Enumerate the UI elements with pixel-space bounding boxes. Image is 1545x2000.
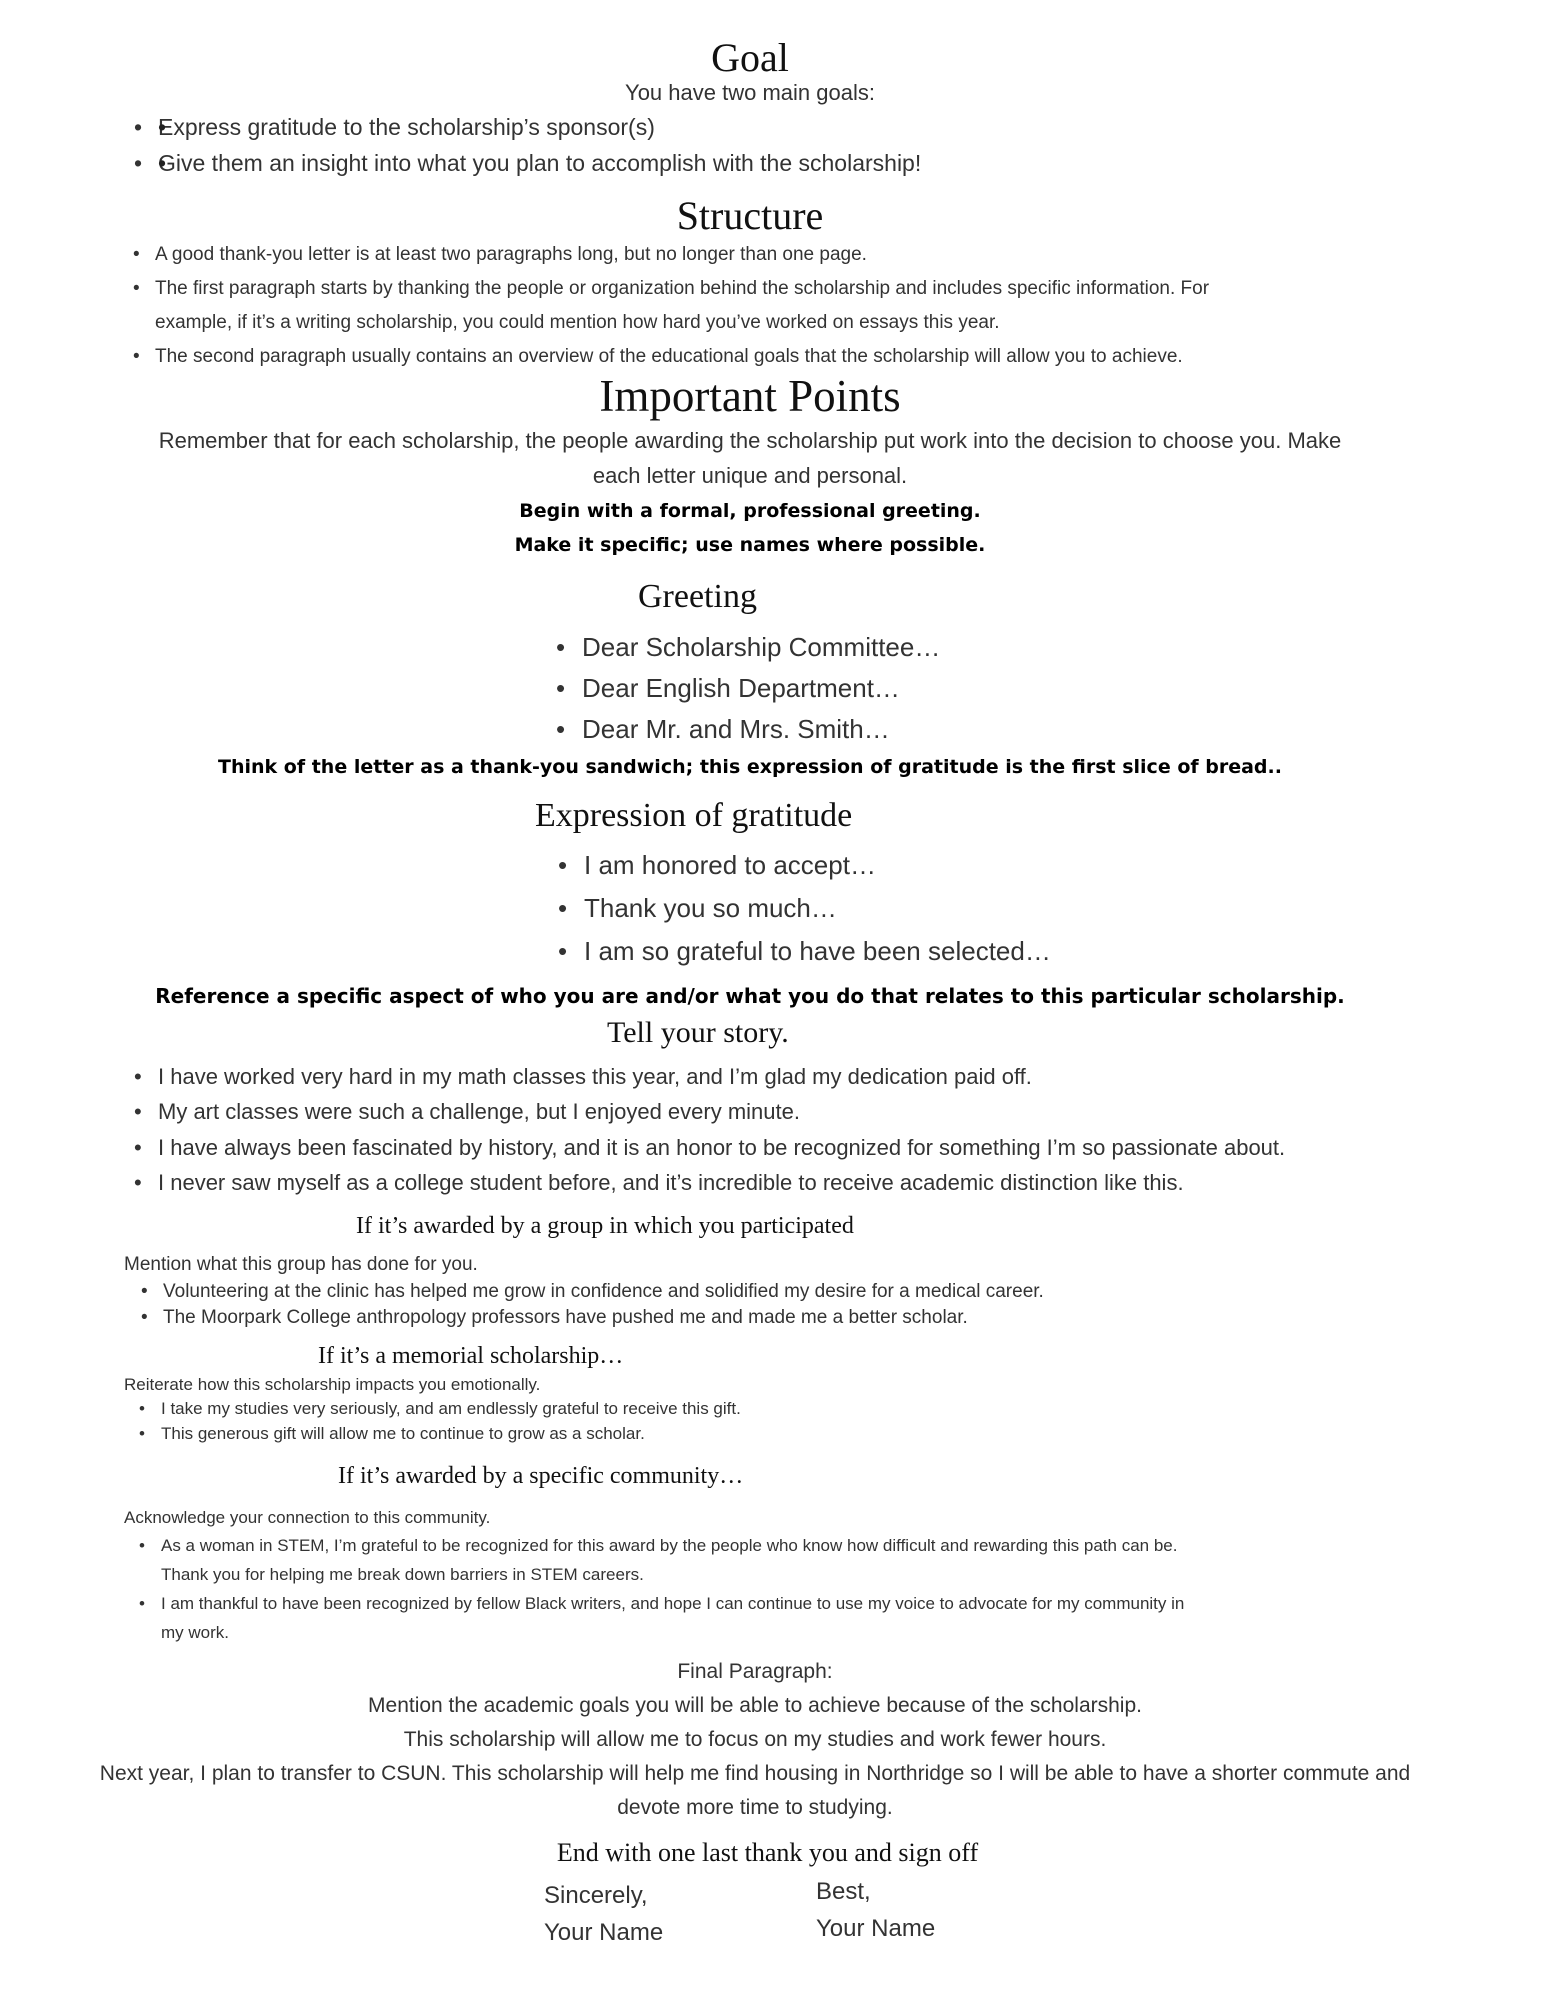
bullet-icon: • <box>139 1594 145 1613</box>
story-item: • I never saw myself as a college student before, and it’s incredible to receive academic distinction like this. <box>134 1170 1184 1195</box>
goal-intro: You have two main goals: <box>625 80 875 105</box>
final-line-4: devote more time to studying. <box>617 1796 893 1819</box>
greeting-title: Greeting <box>638 578 757 615</box>
structure-item-3: • The second paragraph usually contains an overview of the educational goals that the scholarship will allow you to achieve. <box>133 346 1183 367</box>
community-intro: Acknowledge your connection to this community. <box>124 1508 491 1527</box>
signoff-right-name: Your Name <box>816 1915 936 1942</box>
group-intro: Mention what this group has done for you. <box>124 1254 478 1275</box>
signoff-left-name: Your Name <box>544 1919 664 1946</box>
bullet-icon: • <box>558 893 568 923</box>
greeting-note: Think of the letter as a thank-you sandwich; this expression of gratitude is the first slice of bread.. <box>218 756 1282 778</box>
structure-item-2: • The first paragraph starts by thanking the people or organization behind the scholarship and includes specific information. For <box>133 278 1210 299</box>
story-title: Tell your story. <box>607 1016 789 1049</box>
bullet-icon: • <box>134 1099 142 1124</box>
bullet-icon: • <box>139 1399 145 1418</box>
bullet-icon: • <box>134 1064 142 1089</box>
signoff-left-closing: Sincerely, <box>544 1882 648 1909</box>
memorial-item: • This generous gift will allow me to continue to grow as a scholar. <box>139 1424 645 1443</box>
memorial-intro: Reiterate how this scholarship impacts you emotionally. <box>124 1375 541 1394</box>
story-item: • I have always been fascinated by history, and it is an honor to be recognized for something I’m so passionate about. <box>134 1135 1286 1160</box>
bullet-icon: • <box>141 1307 148 1328</box>
community-title: If it’s awarded by a specific community… <box>338 1463 744 1489</box>
bullet-icon: • <box>133 346 140 367</box>
memorial-item: • I take my studies very seriously, and am endlessly grateful to receive this gift. <box>139 1399 741 1418</box>
story-item: • I have worked very hard in my math classes this year, and I’m glad my dedication paid off. <box>134 1064 1032 1089</box>
bullet-icon: • <box>133 278 140 299</box>
structure-title: Structure <box>676 193 824 238</box>
community-item-2: • I am thankful to have been recognized by fellow Black writers, and hope I can continue to use my voice to advocate for my community in <box>139 1594 1185 1613</box>
greeting-item: • Dear English Department… <box>556 673 900 703</box>
important-bold-1: Begin with a formal, professional greeting. <box>519 500 981 522</box>
signoff-right-closing: Best, <box>816 1878 871 1905</box>
bullet-icon: • <box>133 244 140 265</box>
gratitude-item: • I am honored to accept… <box>558 850 876 880</box>
gratitude-item: • Thank you so much… <box>558 893 837 923</box>
greeting-item: • Dear Scholarship Committee… <box>556 632 941 662</box>
group-item: • The Moorpark College anthropology professors have pushed me and made me a better scholar. <box>141 1307 968 1328</box>
community-item-1-cont: Thank you for helping me break down barriers in STEM careers. <box>161 1565 644 1584</box>
community-item-1: • As a woman in STEM, I’m grateful to be recognized for this award by the people who know how difficult and rewarding this path can be. <box>139 1536 1178 1555</box>
final-line-2: This scholarship will allow me to focus on my studies and work fewer hours. <box>403 1728 1107 1751</box>
bullet-icon: • <box>139 1536 145 1555</box>
important-text-line2: each letter unique and personal. <box>592 463 908 488</box>
memorial-title: If it’s a memorial scholarship… <box>318 1343 624 1369</box>
gratitude-item: • I am so grateful to have been selected… <box>558 936 1051 966</box>
final-line-1: Mention the academic goals you will be able to achieve because of the scholarship. <box>368 1694 1142 1717</box>
signoff-title: End with one last thank you and sign off <box>556 1838 979 1867</box>
important-bold-2: Make it specific; use names where possible. <box>514 534 986 556</box>
final-line-3: Next year, I plan to transfer to CSUN. This scholarship will help me find housing in Northridge so I will be able to have a shorter commute and <box>99 1762 1411 1785</box>
important-title: Important Points <box>599 371 901 421</box>
bullet-icon: • <box>558 850 568 880</box>
bullet-icon: • <box>556 673 566 703</box>
group-title: If it’s awarded by a group in which you participated <box>356 1213 854 1239</box>
bullet-icon: • <box>134 1170 142 1195</box>
list-item: • • Give them an insight into what you plan to accomplish with the scholarship! <box>158 150 921 186</box>
bullet-icon: • <box>556 714 566 744</box>
structure-item-1: • A good thank-you letter is at least two paragraphs long, but no longer than one page. <box>133 244 867 265</box>
goal-title: Goal <box>711 35 789 80</box>
important-text-line1: Remember that for each scholarship, the people awarding the scholarship put work into the decision to choose you. Make <box>158 428 1342 453</box>
gratitude-note: Reference a specific aspect of who you are and/or what you do that relates to this particular scholarship. <box>155 984 1345 1008</box>
structure-item-2-cont: example, if it’s a writing scholarship, you could mention how hard you’ve worked on essays this year. <box>155 312 1000 333</box>
story-item: • My art classes were such a challenge, but I enjoyed every minute. <box>134 1099 800 1124</box>
bullet-icon: • <box>141 1281 148 1302</box>
goal-list <box>134 114 922 186</box>
bullet-icon: • <box>556 632 566 662</box>
greeting-item: • Dear Mr. and Mrs. Smith… <box>556 714 890 744</box>
group-item: • Volunteering at the clinic has helped me grow in confidence and solidified my desire for a medical career. <box>141 1281 1044 1302</box>
gratitude-title: Expression of gratitude <box>535 797 853 834</box>
bullet-icon: • <box>139 1424 145 1443</box>
community-item-2-cont: my work. <box>161 1623 229 1642</box>
final-heading: Final Paragraph: <box>677 1660 833 1683</box>
bullet-icon: • <box>134 1135 142 1160</box>
bullet-icon: • <box>558 936 568 966</box>
list-item: • • Express gratitude to the scholarship’s sponsor(s) <box>158 114 921 150</box>
